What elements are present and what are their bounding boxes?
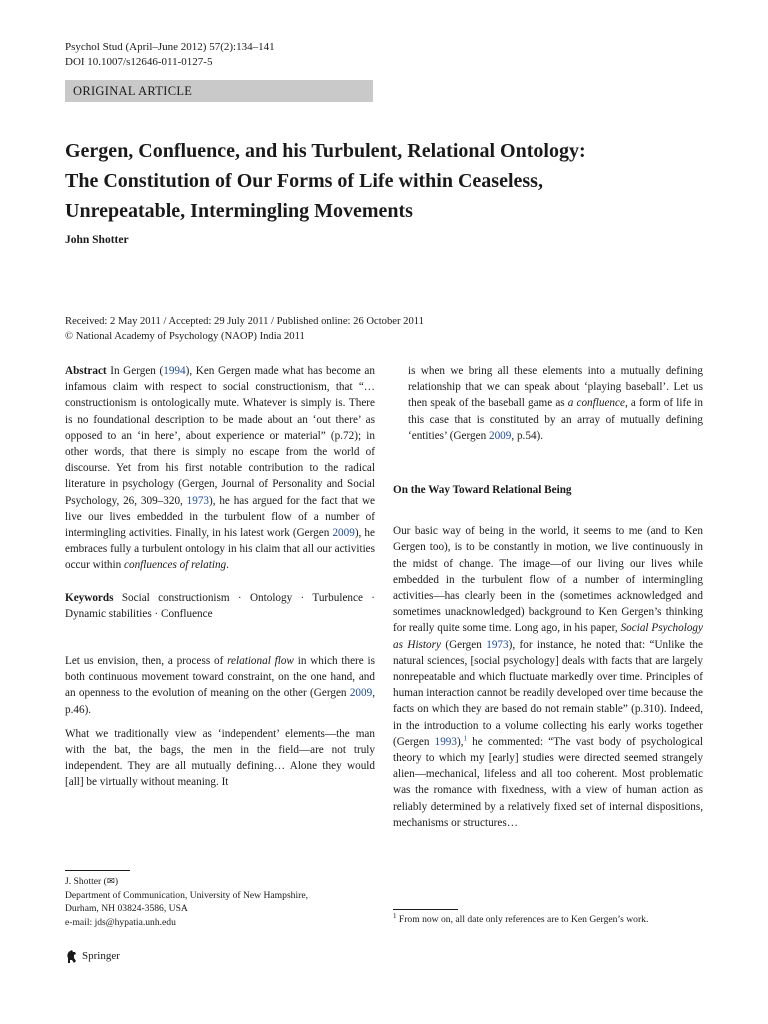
correspondence-dept: Department of Communication, University of New Hampshire,: [65, 889, 308, 901]
body-text: Our basic way of being in the world, it seems to me (and to Ken Gergen too), is to be constantly in motion, we live continuously in the midst of change. The image—of our living our lives while embedded in the turbulent flow of a number of intermingling activities—has clearly been in the (sometimes acknowledged and sometimes unacknowledged) background to Ken Gergen’s thinking for really quite some time. Long ago, in his paper,: [393, 525, 703, 635]
correspondence-city: Durham, NH 03824-3586, USA: [65, 903, 188, 914]
copyright-line: © National Academy of Psychology (NAOP) India 2011: [65, 331, 305, 342]
quote-text: , p.46).: [65, 687, 375, 716]
quote-emphasis: relational flow: [227, 655, 294, 668]
footnote-rule: [65, 870, 130, 871]
footnote-marker[interactable]: 1: [463, 734, 467, 743]
abstract-emphasis: confluences of relating: [124, 559, 227, 572]
title-line: Unrepeatable, Intermingling Movements: [65, 200, 413, 222]
correspondence-address: [65, 875, 308, 929]
correspondence-email[interactable]: e-mail: jds@hypatia.unh.edu: [65, 916, 176, 928]
quote-emphasis: a confluence: [567, 397, 625, 410]
footnote-text: From now on, all date only references are to Ken Gergen’s work.: [396, 914, 649, 925]
publication-history: [65, 314, 424, 344]
body-text: ),: [456, 735, 464, 748]
footnote-number: 1: [393, 911, 397, 920]
abstract-text: ), he has argued for the fact that we live our lives embedded in the turbulent flow of a number of intermingling activities. Finally, in his latest work (Gergen: [65, 494, 375, 540]
citation-link[interactable]: 2009: [332, 527, 355, 540]
right-column: [393, 363, 703, 831]
keywords-list: Social constructionism · Ontology · Turbulence · Dynamic stabilities · Confluence: [65, 591, 375, 620]
springer-horse-icon: [65, 949, 78, 964]
keywords-label: Keywords: [65, 591, 114, 604]
abstract-text: In Gergen (: [106, 365, 164, 377]
abstract: [65, 363, 375, 574]
abstract-text: .: [226, 559, 229, 572]
footnote-rule: [393, 909, 458, 910]
quote-text: Let us envision, then, a process of: [65, 655, 228, 668]
publisher-name: Springer: [82, 950, 120, 962]
title-line: Gergen, Confluence, and his Turbulent, Relational Ontology:: [65, 140, 586, 162]
citation-link[interactable]: 1994: [163, 365, 186, 377]
quote-text: in which there is both continuous movement toward constraint, on the one hand, and an openness to the evolution of meaning on the other (Gergen: [65, 655, 375, 700]
abstract-text: ), he embraces fully a turbulent ontology in his claim that all our activities occur within: [65, 527, 375, 572]
abstract-label: Abstract: [65, 365, 107, 377]
correspondence-author: J. Shotter (✉): [65, 876, 119, 887]
body-text: (Gergen: [440, 638, 487, 651]
body-emphasis: Social Psychology as History: [393, 622, 703, 651]
footnote: [393, 913, 648, 926]
dates-line: Received: 2 May 2011 / Accepted: 29 July 2011 / Published online: 26 October 2011: [65, 316, 424, 327]
citation-link[interactable]: 1993: [434, 735, 457, 748]
body-text: ), for instance, he noted that: “Unlike the natural sciences, [social psychology] deals with facts that are largely nonrepeatable and which fluctuate markedly over time. Principles of human interaction cannot be readily developed over time because the facts on which they are based do not remain stable” (p.310). Indeed, in the introduction to a volume collecting his early works together (Gergen: [393, 638, 703, 748]
citation-link[interactable]: 2009: [349, 687, 373, 700]
publisher-logo: [65, 948, 120, 964]
abstract-text: ), Ken Gergen made what has become an infamous claim with respect to social constructionism, that “… constructionism is ontologically mute. Whatever is simply is. There is no foundational description to be made about an ‘out there’ as opposed to an ‘in here’, about experience or material” (p.72); in other words, that there is simply no escape from the world of discourse. Yet from his first notable contribution to the radical literature in psychology (Gergen, Journal of Personality and Social Psychology, 26, 309–320,: [65, 365, 375, 507]
doi[interactable]: DOI 10.1007/s12646-011-0127-5: [65, 56, 213, 68]
journal-reference: [65, 40, 275, 70]
body-text: he commented: “The vast body of psychological theory to which my [early] studies were directed seemed strangely alien—mechanical, lifeless and all too coherent. Most problematic was the romance with fixedness, with a view of human action as reliably determined by a relatively fixed set of internal dispositions, mechanisms or structures…: [393, 735, 703, 829]
quote-continuation: [408, 363, 703, 444]
author-name[interactable]: John Shotter: [65, 234, 129, 246]
article-type-banner: ORIGINAL ARTICLE: [65, 80, 373, 102]
title-line: The Constitution of Our Forms of Life within Ceaseless,: [65, 170, 543, 192]
quote-text: is when we bring all these elements into a mutually defining relationship that we can speak about ‘playing baseball’. Let us then speak of the baseball game as: [408, 365, 703, 410]
journal-citation: Psychol Stud (April–June 2012) 57(2):134–141: [65, 41, 275, 53]
keywords: [65, 590, 375, 622]
citation-link[interactable]: 1973: [186, 494, 210, 507]
citation-link[interactable]: 2009: [488, 429, 512, 442]
left-column: [65, 363, 375, 791]
block-quote: [65, 653, 375, 718]
block-quote: What we traditionally view as ‘independent’ elements—the man with the bat, the bags, the men in the field—are not truly independent. They are all mutually defining… Alone they would [all] be virtually without meaning. It: [65, 727, 375, 789]
quote-text: , a form of life in this case that is constituted by an array of mutually defining ‘entities’ (Gergen: [408, 397, 703, 442]
body-paragraph: [393, 523, 703, 831]
section-heading: On the Way Toward Relational Being: [393, 484, 572, 497]
citation-link[interactable]: 1973: [486, 638, 509, 651]
article-title: [65, 136, 705, 226]
quote-text: , p.54).: [511, 429, 544, 442]
